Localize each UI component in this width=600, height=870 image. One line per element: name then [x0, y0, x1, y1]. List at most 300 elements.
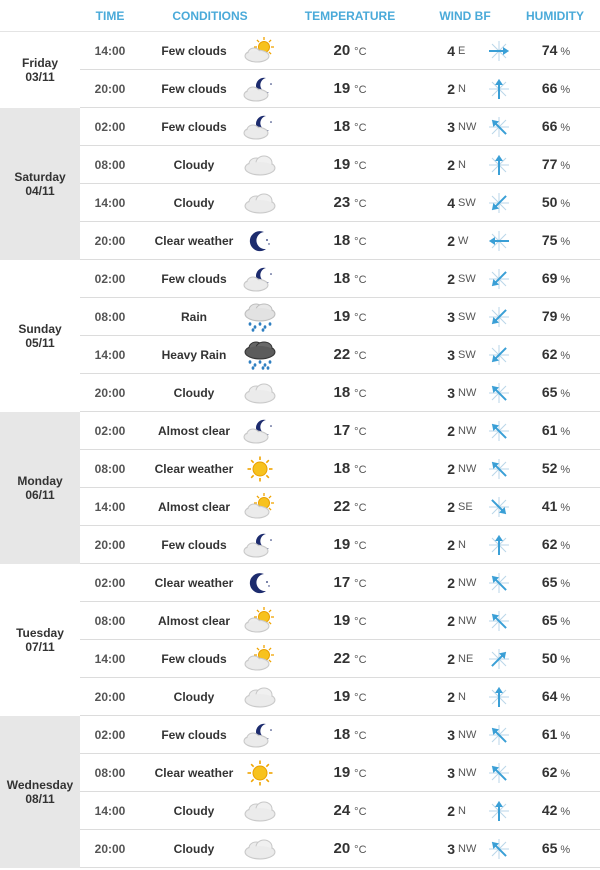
wind-arrow-icon	[486, 571, 512, 595]
temperature-cell	[280, 650, 420, 668]
condition-cell: Few clouds	[161, 651, 227, 666]
wind-direction: NW	[458, 766, 477, 779]
temperature-unit: °C	[354, 425, 367, 438]
day-group	[0, 412, 600, 564]
day-rows	[80, 108, 600, 260]
humidity-value: 69	[541, 269, 558, 286]
humidity-cell	[512, 346, 600, 364]
forecast-row	[80, 412, 600, 450]
temperature-value: 18	[333, 117, 351, 135]
temperature-cell	[280, 840, 420, 858]
moon-icon	[240, 569, 280, 597]
humidity-cell	[512, 42, 600, 60]
wind-arrow-icon	[486, 837, 512, 861]
humidity-unit: %	[560, 235, 571, 248]
condition-cell: Cloudy	[173, 385, 215, 400]
wind-force: 3	[447, 840, 455, 857]
temperature-unit: °C	[354, 767, 367, 780]
cloud-icon	[240, 190, 280, 216]
humidity-unit: %	[560, 463, 571, 476]
humidity-unit: %	[560, 843, 571, 856]
temperature-cell	[280, 612, 420, 630]
temperature-value: 18	[333, 459, 351, 477]
temperature-unit: °C	[354, 729, 367, 742]
wind-direction: SW	[458, 272, 476, 285]
wind-arrow-icon	[486, 495, 512, 519]
temperature-cell	[280, 384, 420, 402]
condition-cell: Clear weather	[154, 461, 234, 476]
humidity-value: 66	[541, 117, 558, 134]
rain-icon	[240, 302, 280, 332]
wind-force: 2	[447, 498, 455, 515]
humidity-unit: %	[560, 273, 571, 286]
temperature-unit: °C	[354, 691, 367, 704]
forecast-table	[0, 32, 600, 868]
wind-force: 3	[447, 346, 455, 363]
wind-direction: E	[458, 44, 466, 57]
header-conditions: CONDITIONS	[172, 8, 248, 23]
humidity-cell	[512, 574, 600, 592]
temperature-value: 20	[333, 41, 351, 59]
time-cell: 08:00	[94, 309, 126, 324]
wind-direction: N	[458, 82, 466, 95]
temperature-value: 18	[333, 269, 351, 287]
moon-cloud-icon	[240, 721, 280, 749]
humidity-unit: %	[560, 387, 571, 400]
wind-arrow-icon	[486, 419, 512, 443]
wind-force: 2	[447, 270, 455, 287]
humidity-unit: %	[560, 767, 571, 780]
day-name: Sunday	[18, 322, 62, 336]
humidity-unit: %	[560, 501, 571, 514]
header-humidity: HUMIDITY	[526, 8, 584, 23]
wind-arrow-icon	[486, 305, 512, 329]
wind-arrow-icon	[486, 457, 512, 481]
time-cell: 02:00	[94, 575, 126, 590]
day-group	[0, 32, 600, 108]
wind-arrow-icon	[486, 267, 512, 291]
condition-cell: Cloudy	[173, 803, 215, 818]
humidity-value: 77	[541, 155, 558, 172]
humidity-value: 61	[541, 421, 558, 438]
forecast-row	[80, 70, 600, 108]
wind-arrow-icon	[486, 609, 512, 633]
humidity-unit: %	[560, 45, 571, 58]
temperature-cell	[280, 726, 420, 744]
temperature-unit: °C	[354, 577, 367, 590]
cloud-icon	[240, 798, 280, 824]
wind-force: 2	[447, 80, 455, 97]
temperature-unit: °C	[354, 653, 367, 666]
wind-force: 3	[447, 384, 455, 401]
condition-cell: Almost clear	[157, 423, 231, 438]
humidity-value: 65	[541, 611, 558, 628]
humidity-unit: %	[560, 539, 571, 552]
time-cell: 08:00	[94, 765, 126, 780]
wind-force: 3	[447, 308, 455, 325]
wind-force: 2	[447, 574, 455, 591]
wind-force: 2	[447, 422, 455, 439]
wind-arrow-icon	[486, 229, 512, 253]
day-group	[0, 260, 600, 412]
wind-direction: N	[458, 690, 466, 703]
wind-force: 4	[447, 42, 455, 59]
humidity-cell	[512, 194, 600, 212]
temperature-cell	[280, 574, 420, 592]
temperature-unit: °C	[354, 235, 367, 248]
wind-force: 2	[447, 612, 455, 629]
temperature-value: 19	[333, 535, 351, 553]
wind-arrow-icon	[486, 191, 512, 215]
forecast-row	[80, 716, 600, 754]
wind-arrow-icon	[486, 685, 512, 709]
humidity-unit: %	[560, 729, 571, 742]
humidity-value: 61	[541, 725, 558, 742]
humidity-unit: %	[560, 615, 571, 628]
temperature-unit: °C	[354, 501, 367, 514]
condition-cell: Cloudy	[173, 841, 215, 856]
moon-icon	[240, 227, 280, 255]
humidity-cell	[512, 726, 600, 744]
temperature-cell	[280, 764, 420, 782]
condition-cell: Almost clear	[157, 613, 231, 628]
sun-icon	[240, 455, 280, 483]
wind-arrow-icon	[486, 39, 512, 63]
condition-cell: Few clouds	[161, 43, 227, 58]
time-cell: 02:00	[94, 119, 126, 134]
wind-force: 2	[447, 802, 455, 819]
condition-cell: Cloudy	[173, 195, 215, 210]
header-time: TIME	[95, 8, 125, 23]
wind-arrow-icon	[486, 799, 512, 823]
time-cell: 08:00	[94, 461, 126, 476]
humidity-cell	[512, 536, 600, 554]
temperature-unit: °C	[354, 387, 367, 400]
wind-force: 2	[447, 232, 455, 249]
humidity-cell	[512, 156, 600, 174]
forecast-row	[80, 108, 600, 146]
temperature-cell	[280, 194, 420, 212]
humidity-cell	[512, 688, 600, 706]
forecast-row	[80, 146, 600, 184]
humidity-cell	[512, 764, 600, 782]
humidity-cell	[512, 270, 600, 288]
temperature-unit: °C	[354, 83, 367, 96]
day-rows	[80, 716, 600, 868]
temperature-value: 19	[333, 79, 351, 97]
forecast-row	[80, 640, 600, 678]
cloud-icon	[240, 380, 280, 406]
humidity-unit: %	[560, 159, 571, 172]
wind-direction: N	[458, 158, 466, 171]
wind-force: 3	[447, 764, 455, 781]
humidity-cell	[512, 422, 600, 440]
condition-cell: Few clouds	[161, 81, 227, 96]
wind-force: 2	[447, 688, 455, 705]
forecast-row	[80, 792, 600, 830]
day-date: 05/11	[25, 336, 55, 350]
forecast-row	[80, 830, 600, 868]
cloud-icon	[240, 684, 280, 710]
day-rows	[80, 564, 600, 716]
temperature-value: 18	[333, 383, 351, 401]
day-date: 06/11	[25, 488, 55, 502]
wind-direction: NW	[458, 576, 477, 589]
wind-direction: NW	[458, 842, 477, 855]
wind-force: 2	[447, 536, 455, 553]
temperature-value: 19	[333, 763, 351, 781]
sun-cloud-icon	[240, 607, 280, 635]
condition-cell: Few clouds	[161, 727, 227, 742]
forecast-row	[80, 526, 600, 564]
day-label	[0, 412, 80, 564]
condition-cell: Cloudy	[173, 157, 215, 172]
wind-arrow-icon	[486, 77, 512, 101]
condition-cell: Clear weather	[154, 765, 234, 780]
wind-arrow-icon	[486, 153, 512, 177]
condition-cell: Few clouds	[161, 537, 227, 552]
time-cell: 14:00	[94, 195, 126, 210]
humidity-cell	[512, 118, 600, 136]
humidity-value: 66	[541, 79, 558, 96]
time-cell: 20:00	[94, 233, 126, 248]
humidity-unit: %	[560, 83, 571, 96]
temperature-unit: °C	[354, 45, 367, 58]
forecast-row	[80, 374, 600, 412]
day-label	[0, 108, 80, 260]
temperature-value: 23	[333, 193, 351, 211]
time-cell: 08:00	[94, 613, 126, 628]
temperature-value: 18	[333, 231, 351, 249]
humidity-cell	[512, 80, 600, 98]
humidity-value: 64	[541, 687, 558, 704]
time-cell: 20:00	[94, 689, 126, 704]
forecast-row	[80, 184, 600, 222]
moon-cloud-icon	[240, 75, 280, 103]
time-cell: 14:00	[94, 347, 126, 362]
wind-direction: NW	[458, 614, 477, 627]
temperature-unit: °C	[354, 349, 367, 362]
temperature-value: 20	[333, 839, 351, 857]
humidity-value: 42	[541, 801, 558, 818]
moon-cloud-icon	[240, 417, 280, 445]
day-label	[0, 564, 80, 716]
wind-direction: NW	[458, 424, 477, 437]
forecast-row	[80, 222, 600, 260]
humidity-unit: %	[560, 121, 571, 134]
time-cell: 02:00	[94, 271, 126, 286]
temperature-value: 17	[333, 573, 351, 591]
wind-direction: SW	[458, 196, 476, 209]
temperature-cell	[280, 232, 420, 250]
time-cell: 02:00	[94, 423, 126, 438]
sun-cloud-icon	[240, 37, 280, 65]
time-cell: 20:00	[94, 841, 126, 856]
wind-arrow-icon	[486, 647, 512, 671]
wind-arrow-icon	[486, 115, 512, 139]
temperature-cell	[280, 346, 420, 364]
condition-cell: Clear weather	[154, 233, 234, 248]
humidity-value: 75	[541, 231, 558, 248]
humidity-cell	[512, 650, 600, 668]
day-name: Tuesday	[16, 626, 64, 640]
time-cell: 08:00	[94, 157, 126, 172]
wind-force: 2	[447, 460, 455, 477]
day-name: Monday	[17, 474, 63, 488]
wind-direction: N	[458, 538, 466, 551]
day-date: 08/11	[25, 792, 55, 806]
forecast-row	[80, 754, 600, 792]
condition-cell: Heavy Rain	[161, 347, 227, 362]
temperature-cell	[280, 156, 420, 174]
humidity-cell	[512, 802, 600, 820]
temperature-cell	[280, 422, 420, 440]
forecast-row	[80, 450, 600, 488]
temperature-value: 19	[333, 611, 351, 629]
temperature-value: 19	[333, 155, 351, 173]
temperature-cell	[280, 536, 420, 554]
cloud-icon	[240, 836, 280, 862]
time-cell: 14:00	[94, 499, 126, 514]
moon-cloud-icon	[240, 113, 280, 141]
wind-force: 2	[447, 650, 455, 667]
temperature-value: 22	[333, 345, 351, 363]
temperature-unit: °C	[354, 121, 367, 134]
humidity-cell	[512, 308, 600, 326]
condition-cell: Almost clear	[157, 499, 231, 514]
day-label	[0, 32, 80, 108]
time-cell: 20:00	[94, 81, 126, 96]
temperature-unit: °C	[354, 197, 367, 210]
wind-force: 3	[447, 118, 455, 135]
time-cell: 14:00	[94, 803, 126, 818]
humidity-unit: %	[560, 197, 571, 210]
temperature-unit: °C	[354, 463, 367, 476]
day-name: Friday	[21, 56, 58, 70]
forecast-row	[80, 298, 600, 336]
wind-arrow-icon	[486, 723, 512, 747]
temperature-value: 24	[333, 801, 351, 819]
wind-direction: NW	[458, 728, 477, 741]
wind-arrow-icon	[486, 381, 512, 405]
day-date: 07/11	[25, 640, 55, 654]
temperature-unit: °C	[354, 805, 367, 818]
table-header	[0, 0, 600, 32]
humidity-value: 62	[541, 763, 558, 780]
wind-direction: NW	[458, 120, 477, 133]
humidity-value: 65	[541, 383, 558, 400]
day-label	[0, 260, 80, 412]
humidity-value: 41	[541, 497, 558, 514]
humidity-unit: %	[560, 805, 571, 818]
wind-arrow-icon	[486, 533, 512, 557]
temperature-cell	[280, 498, 420, 516]
humidity-unit: %	[560, 577, 571, 590]
day-group	[0, 716, 600, 868]
wind-arrow-icon	[486, 343, 512, 367]
wind-force: 4	[447, 194, 455, 211]
day-name: Wednesday	[6, 778, 74, 792]
wind-arrow-icon	[486, 761, 512, 785]
wind-direction: SE	[458, 500, 473, 513]
temperature-value: 18	[333, 725, 351, 743]
humidity-cell	[512, 232, 600, 250]
humidity-cell	[512, 498, 600, 516]
humidity-unit: %	[560, 425, 571, 438]
time-cell: 14:00	[94, 43, 126, 58]
wind-force: 3	[447, 726, 455, 743]
humidity-value: 65	[541, 573, 558, 590]
condition-cell: Cloudy	[173, 689, 215, 704]
wind-direction: NE	[458, 652, 474, 665]
temperature-cell	[280, 80, 420, 98]
temperature-cell	[280, 460, 420, 478]
day-rows	[80, 412, 600, 564]
sun-icon	[240, 759, 280, 787]
header-wind: WIND BF	[439, 8, 491, 23]
wind-direction: W	[458, 234, 469, 247]
day-name: Saturday	[14, 170, 66, 184]
humidity-value: 50	[541, 649, 558, 666]
heavy-rain-icon	[240, 340, 280, 370]
temperature-value: 17	[333, 421, 351, 439]
humidity-value: 74	[541, 41, 558, 58]
wind-direction: NW	[458, 462, 477, 475]
temperature-cell	[280, 308, 420, 326]
humidity-value: 62	[541, 345, 558, 362]
day-group	[0, 564, 600, 716]
humidity-value: 52	[541, 459, 558, 476]
temperature-value: 19	[333, 307, 351, 325]
forecast-row	[80, 32, 600, 70]
temperature-unit: °C	[354, 843, 367, 856]
condition-cell: Few clouds	[161, 271, 227, 286]
temperature-value: 19	[333, 687, 351, 705]
day-rows	[80, 32, 600, 108]
humidity-unit: %	[560, 311, 571, 324]
day-group	[0, 108, 600, 260]
humidity-cell	[512, 460, 600, 478]
forecast-row	[80, 564, 600, 602]
temperature-cell	[280, 42, 420, 60]
condition-cell: Few clouds	[161, 119, 227, 134]
sun-cloud-icon	[240, 645, 280, 673]
moon-cloud-icon	[240, 531, 280, 559]
temperature-cell	[280, 802, 420, 820]
forecast-row	[80, 336, 600, 374]
header-temperature: TEMPERATURE	[304, 8, 396, 23]
cloud-icon	[240, 152, 280, 178]
moon-cloud-icon	[240, 265, 280, 293]
forecast-row	[80, 488, 600, 526]
time-cell: 20:00	[94, 537, 126, 552]
temperature-cell	[280, 688, 420, 706]
time-cell: 02:00	[94, 727, 126, 742]
time-cell: 14:00	[94, 651, 126, 666]
temperature-unit: °C	[354, 539, 367, 552]
temperature-unit: °C	[354, 273, 367, 286]
temperature-unit: °C	[354, 615, 367, 628]
humidity-value: 50	[541, 193, 558, 210]
day-rows	[80, 260, 600, 412]
temperature-unit: °C	[354, 159, 367, 172]
day-label	[0, 716, 80, 868]
temperature-cell	[280, 118, 420, 136]
time-cell: 20:00	[94, 385, 126, 400]
wind-direction: SW	[458, 310, 476, 323]
temperature-unit: °C	[354, 311, 367, 324]
humidity-unit: %	[560, 691, 571, 704]
